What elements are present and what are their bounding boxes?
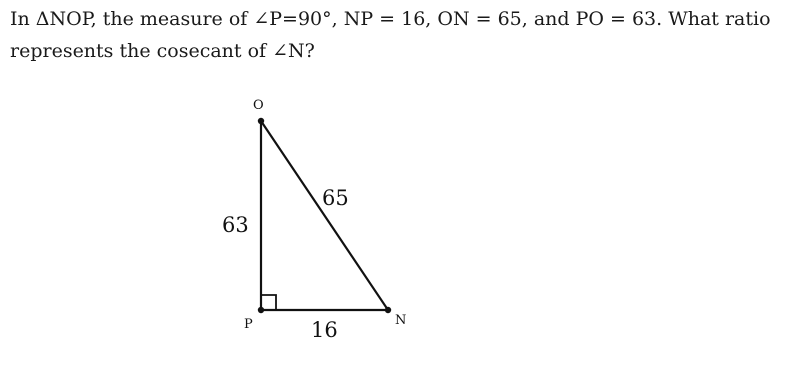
- vertex-p-label: P: [244, 317, 253, 332]
- side-np-length: 16: [311, 318, 338, 342]
- vertex-o-label: O: [253, 98, 264, 113]
- side-po-length: 63: [222, 213, 249, 237]
- side-on: [261, 121, 388, 310]
- question-text: In ΔNOP, the measure of ∠P=90°, NP = 16, ON = 65, and PO = 63. What ratio represents the cosecant of ∠N?: [10, 8, 771, 62]
- vertex-n-dot: [385, 307, 391, 313]
- vertex-p-dot: [258, 307, 264, 313]
- side-on-length: 65: [322, 186, 349, 210]
- vertex-o-dot: [258, 118, 264, 124]
- vertex-n-label: N: [395, 313, 407, 328]
